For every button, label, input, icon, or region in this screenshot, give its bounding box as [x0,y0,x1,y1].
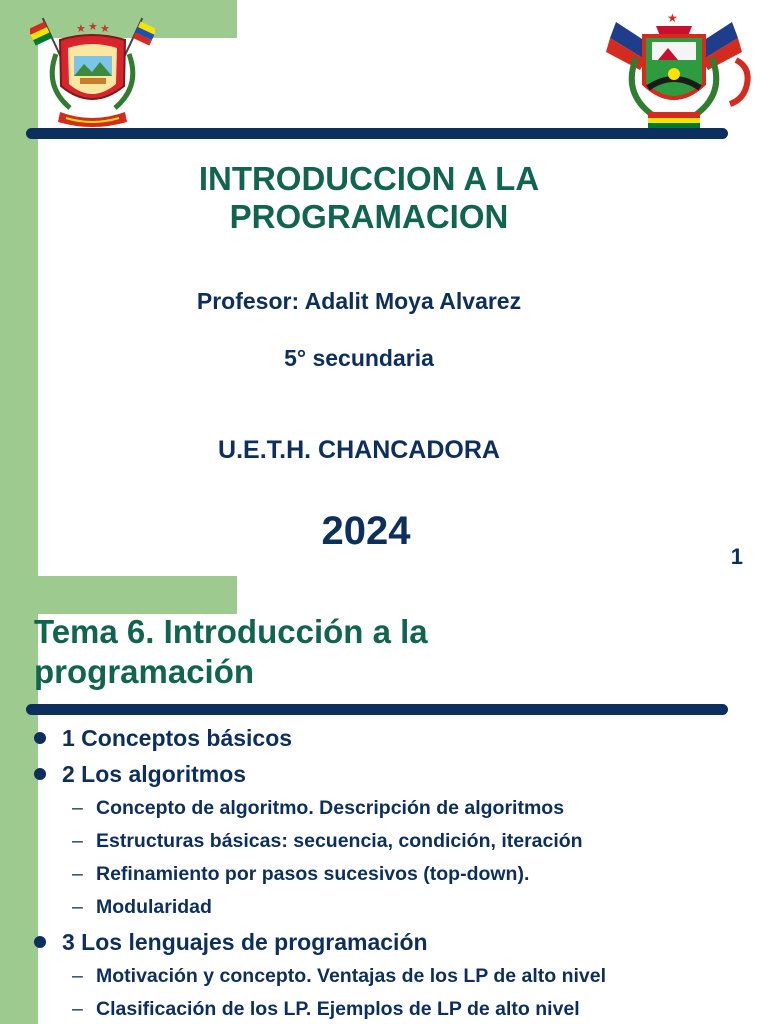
outline-subitem [34,796,754,829]
outline-item-text: Estructuras básicas: secuencia, condición, iteración [96,830,583,852]
outline-item-text: 3 Los lenguajes de programación [62,929,428,955]
outline-item-text: Motivación y concepto. Ventajas de los LP de alto nivel [96,965,607,987]
outline-subitem [34,964,754,997]
outline-item [34,760,754,796]
school-emblem-icon [30,8,155,128]
outline-item-text: 1 Conceptos básicos [62,725,293,751]
school-name: U.E.T.H. CHANCADORA [218,436,500,464]
slide-title [0,160,738,236]
svg-text:★: ★ [76,23,86,35]
dash-marker-icon: – [72,797,83,819]
svg-text:★: ★ [667,11,678,25]
outline-item-text: Concepto de algoritmo. Descripción de algoritmos [96,797,565,819]
outline-item [34,724,754,760]
municipal-coat-of-arms-icon [596,8,752,130]
header-divider [26,704,728,715]
year: 2024 [321,509,411,553]
topic-title-line-2: programación [34,653,255,690]
outline-item [34,928,754,964]
topic-title [34,612,428,692]
topic-title-line-1: Tema 6. Introducción a la [34,613,428,650]
outline-item-text: Refinamiento por pasos sucesivos (top-down). [96,863,530,885]
dash-marker-icon: – [72,896,83,918]
dash-marker-icon: – [72,965,83,987]
teacher-name: Profesor: Adalit Moya Alvarez [196,288,522,314]
header-divider [26,128,728,139]
svg-text:★: ★ [88,21,98,33]
topic-outline [34,724,754,1024]
dash-marker-icon: – [72,830,83,852]
svg-text:★: ★ [100,23,110,35]
bullet-dot-icon [34,732,46,744]
dash-marker-icon: – [72,863,83,885]
topic-slide [0,576,768,1024]
bullet-dot-icon [34,768,46,780]
side-green-strip [0,576,38,1024]
top-green-tab [0,576,237,614]
grade-level: 5° secundaria [284,345,434,371]
dash-marker-icon: – [72,998,83,1020]
outline-subitem [34,862,754,895]
outline-subitem [34,997,754,1024]
slide-title-line-1: INTRODUCCION A LA [198,160,540,197]
outline-subitem [34,829,754,862]
slide-title-line-2: PROGRAMACION [229,198,509,235]
outline-item-text: Clasificación de los LP. Ejemplos de LP de alto nivel [96,998,580,1020]
bullet-dot-icon [34,936,46,948]
page-number: 1 [730,544,743,569]
outline-subitem [34,895,754,928]
outline-item-text: 2 Los algoritmos [62,761,247,787]
outline-item-text: Modularidad [96,896,212,918]
